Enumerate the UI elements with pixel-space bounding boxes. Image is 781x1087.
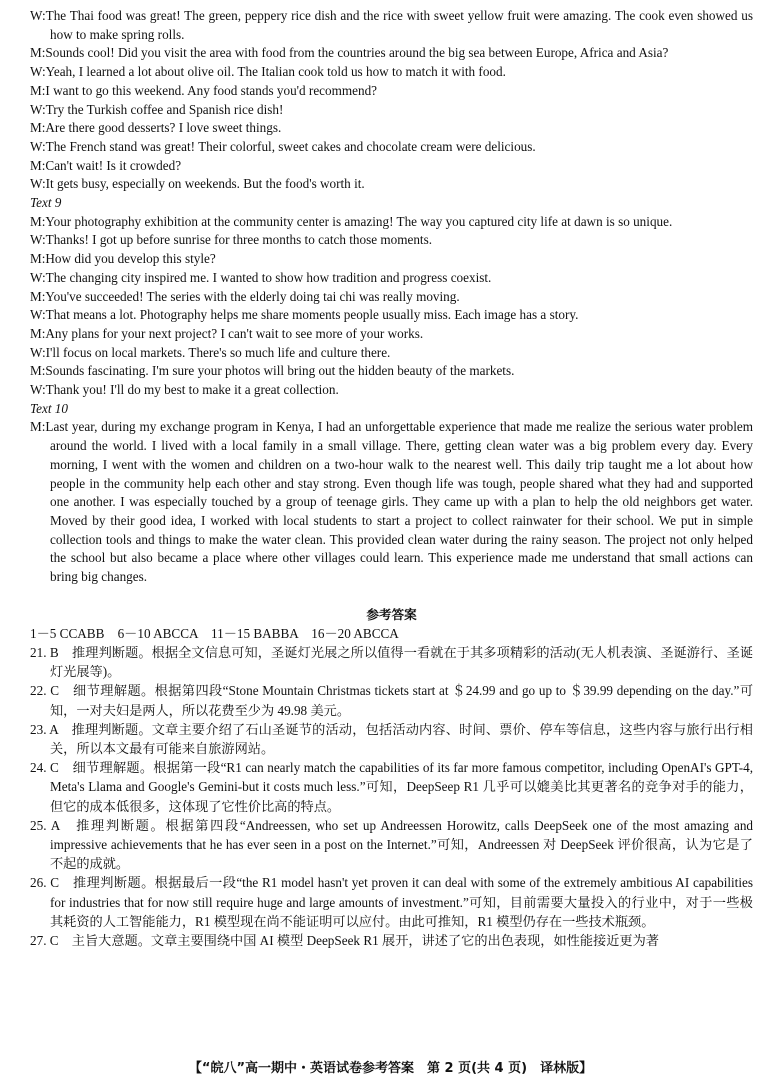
answer-item: 22. C 细节理解题。根据第四段“Stone Mountain Christmas tickets start at ＄24.99 and go up to ＄39.99 depending on the day.”可知，一对夫妇是两人，所以花费至少为 49.98 美元。: [30, 683, 754, 718]
answer-item: 25. A 推理判断题。根据第四段“Andreessen, who set up Andreessen Horowitz, calls DeepSeek one of the most amazing and impressive achievements that he has ever seen in a post on the Internet.”可知，Andreessen 对 DeepSeek 评价很高，认为它是了不起的成就。: [30, 817, 754, 872]
dialogue-line: W:Try the Turkish coffee and Spanish rice dish!: [30, 101, 284, 117]
dialogue-line: W:Thanks! I got up before sunrise for three months to catch those moments.: [30, 232, 433, 248]
page-body: [30, 7, 753, 950]
answer-item: 26. C 推理判断题。根据最后一段“the R1 model hasn't yet proven it can deal with some of the extremely ambitious AI capabilities for industries that for now still require huge and large amounts of investment.”可知，目前需要大量投入的行业中，对于一些极其耗资的人工智能能力，R1 模型现在尚不能证明可以应付。由此可推知，R1 模型仍存在一些技术瓶颈。: [30, 875, 753, 929]
dialogue-line: M:Any plans for your next project? I can't wait to see more of your works.: [30, 325, 424, 341]
dialogue-text8-continued: [30, 7, 753, 194]
dialogue-line: W:I'll focus on local markets. There's so much life and culture there.: [30, 344, 391, 360]
dialogue-line: M:Can't wait! Is it crowded?: [30, 157, 182, 173]
text10-heading: Text 10: [30, 400, 68, 416]
answer-item: 27. C 主旨大意题。文章主要围绕中国 AI 模型 DeepSeek R1 展开，讲述了它的出色表现，如性能接近更为著: [30, 933, 659, 949]
dialogue-line: M:You've succeeded! The series with the elderly doing tai chi was really moving.: [30, 288, 460, 304]
dialogue-line: W:Yeah, I learned a lot about olive oil. The Italian cook told us how to match it with food.: [30, 64, 506, 80]
dialogue-text9: [30, 213, 753, 400]
dialogue-line: W:The French stand was great! Their colorful, sweet cakes and chocolate cream were delicious.: [30, 138, 536, 154]
page-footer: 【“皖八”高一期中・英语试卷参考答案 第 2 页(共 4 页) 译林版】: [188, 1061, 593, 1076]
dialogue-line: M:How did you develop this style?: [30, 251, 216, 267]
dialogue-line: W:It gets busy, especially on weekends. But the food's worth it.: [30, 176, 365, 192]
monologue-text10: M:Last year, during my exchange program in Kenya, I had an unforgettable experience that made me realize the serious water problem around the world. I lived with a local family in a small village. There, getting clean water was a big problem every day. Every morning, I went with the women and children on a two-hour walk to the nearest well. This daily trip taught me a lot about how people in the community help each other and stay strong. Even though life was tough, people shared what they had and supported one another. I was especially touched by a group of teenage girls. They came up with a plan to help the old neighbors get water. Moved by their good idea, I worked with local students to start a project to collect rainwater for their school. We put in simple collection tools and things to make the water clean. This provided clean water during the rainy season. The project not only helped the school but also became a place where other villages could learn. This experience made me understand that small actions can bring big changes.: [30, 419, 753, 585]
dialogue-line: W:The changing city inspired me. I wanted to show how tradition and progress coexist.: [30, 269, 492, 285]
dialogue-line: W:That means a lot. Photography helps me share moments people usually miss. Each image has a story.: [30, 307, 579, 323]
answer-item: 24. C 细节理解题。根据第一段“R1 can nearly match the capabilities of its far more famous competitor, including OpenAI's GPT-4, Meta's Llama and Google's Gemini-but it costs much less.”可知，DeepSeep R1 几乎可以媲美比其更著名的竞争对手的能力，但它的成本低很多，这体现了它性价比高的特点。: [30, 760, 754, 814]
dialogue-line: W:Thank you! I'll do my best to make it a great collection.: [30, 382, 339, 398]
dialogue-line: M:Sounds fascinating. I'm sure your photos will bring out the hidden beauty of the markets.: [30, 363, 515, 379]
answer-section: [30, 605, 753, 950]
answer-keys-1-20: 1－5 CCABB 6－10 ABCCA 11－15 BABBA 16－20 ABCCA: [30, 625, 399, 641]
answer-item: 21. B 推理判断题。根据全文信息可知，圣诞灯光展之所以值得一看就在于其多项精彩的活动(无人机表演、圣诞游行、圣诞灯光展等)。: [30, 645, 754, 680]
answers-title: 参考答案: [366, 606, 417, 622]
text9-heading: Text 9: [30, 195, 62, 211]
dialogue-line: M:Your photography exhibition at the community center is amazing! The way you captured city life at dawn is so unique.: [30, 213, 673, 229]
dialogue-line: M:I want to go this weekend. Any food stands you'd recommend?: [30, 82, 378, 98]
dialogue-line: W:The Thai food was great! The green, peppery rice dish and the rice with sweet yellow fruit were amazing. The cook even showed us how to make spring rolls.: [30, 8, 753, 42]
dialogue-line: M:Are there good desserts? I love sweet things.: [30, 120, 282, 136]
dialogue-line: M:Sounds cool! Did you visit the area with food from the countries around the big sea between Europe, Africa and Asia?: [30, 45, 669, 61]
answer-item: 23. A 推理判断题。文章主要介绍了石山圣诞节的活动，包括活动内容、时间、票价、停车等信息，这些内容与旅行出行相关，所以本文最有可能来自旅游网站。: [30, 721, 753, 757]
